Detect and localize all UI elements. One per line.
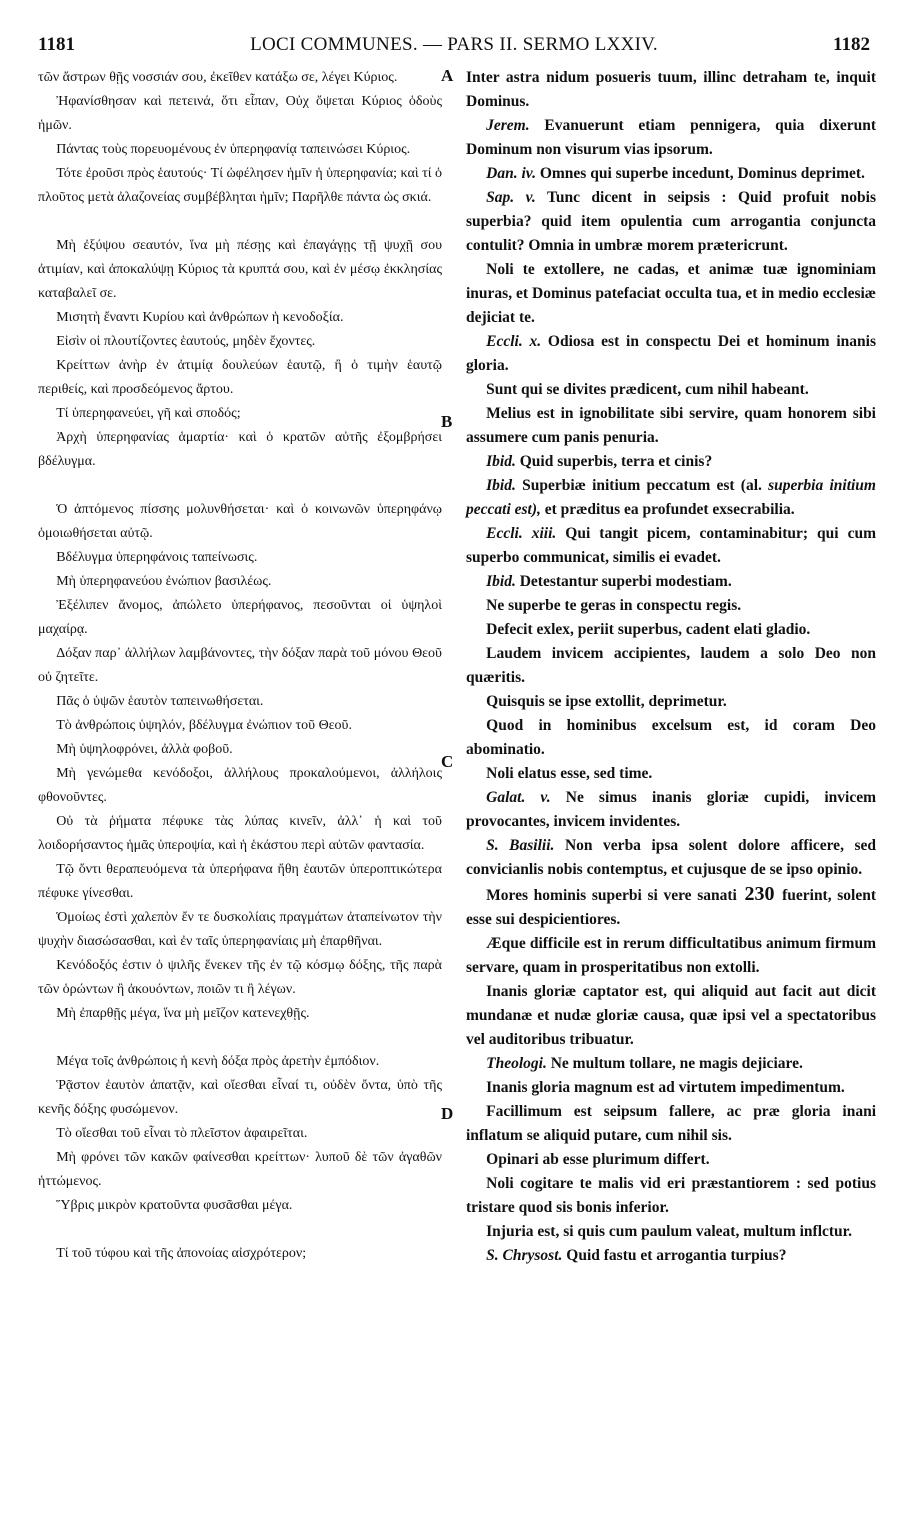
- latin-paragraph: Opinari ab esse plurimum differt.: [486, 1151, 710, 1168]
- greek-paragraph: Μὴ γενώμεθα κενόδοξοι, ἀλλήλους προκαλούμενοι, ἀλλήλοις φθονοῦντες.: [38, 766, 442, 805]
- latin-paragraph: Dan. iv. Omnes qui superbe incedunt, Dominus deprimet.: [486, 165, 865, 182]
- greek-paragraph: Δόξαν παρ᾽ ἀλλήλων λαμβάνοντες, τὴν δόξαν παρὰ τοῦ μόνου Θεοῦ οὐ ζητεῖτε.: [38, 646, 442, 685]
- greek-paragraph: Μὴ ὑψηλοφρόνει, ἀλλὰ φοβοῦ.: [56, 742, 233, 757]
- greek-paragraph: Πάντας τοὺς πορευομένους ἐν ὑπερηφανίᾳ ταπεινώσει Κύριος.: [56, 142, 411, 157]
- latin-paragraph: Ibid. Quid superbis, terra et cinis?: [486, 453, 713, 470]
- latin-paragraph: Inanis gloriæ captator est, qui aliquid aut facit aut dicit mundanæ et nudæ gloriæ causa, quæ ipsi vel a spectatoribus vel auditoribus tribuatur.: [466, 983, 876, 1048]
- latin-paragraph: Ne superbe te geras in conspectu regis.: [486, 597, 742, 614]
- greek-paragraph: Ὁ ἁπτόμενος πίσσης μολυνθήσεται· καὶ ὁ κοινωνῶν ὑπερηφάνῳ ὁμοιωθήσεται αὐτῷ.: [38, 502, 442, 541]
- source-citation: Galat. v.: [486, 789, 551, 806]
- greek-paragraph: Βδέλυγμα ὑπερηφάνοις ταπείνωσις.: [56, 550, 258, 565]
- latin-paragraph: Noli cogitare te malis vid eri præstantiorem : sed potius tristare quod sis bonis inferior.: [466, 1175, 876, 1216]
- greek-paragraph: Μέγα τοῖς ἀνθρώποις ἡ κενὴ δόξα πρὸς ἀρετὴν ἐμπόδιον.: [56, 1054, 380, 1069]
- greek-paragraph: Μὴ ὑπερηφανεύου ἐνώπιον βασιλέως.: [56, 574, 272, 589]
- source-citation: S. Basilii.: [486, 837, 555, 854]
- greek-paragraph: Ὁμοίως ἐστὶ χαλεπὸν ἔν τε δυσκολίαις πραγμάτων ἀταπείνωτον τὴν ψυχὴν διασώσασθαι, καὶ ἐν ταῖς ὑπερηφανίαις μὴ ἐπαρθῆναι.: [38, 910, 442, 949]
- latin-paragraph: Quod in hominibus excelsum est, id coram Deo abominatio.: [466, 717, 876, 758]
- source-citation: Ibid.: [486, 453, 516, 470]
- source-citation: Sap. v.: [486, 189, 536, 206]
- source-citation: Eccli. x.: [486, 333, 542, 350]
- latin-paragraph: Sunt qui se divites prædicent, cum nihil habeant.: [486, 381, 809, 398]
- page-number-left: 1181: [38, 34, 75, 55]
- greek-paragraph: Τότε ἐροῦσι πρὸς ἑαυτούς· Τί ὠφέλησεν ἡμῖν ἡ ὑπερηφανία; καὶ τί ὁ πλοῦτος μετὰ ἀλαζονείας συμβέβληται ἡμῖν; Παρῆλθε πάντα ὡς σκιά.: [38, 166, 442, 205]
- greek-paragraph: Μὴ φρόνει τῶν κακῶν φαίνεσθαι κρείττων· λυποῦ δὲ τῶν ἀγαθῶν ἡττώμενος.: [38, 1150, 442, 1189]
- latin-paragraph: Facillimum est seipsum fallere, ac præ gloria inani inflatum se aliquid putare, cum nihil sis.: [466, 1103, 876, 1144]
- latin-paragraph: Galat. v. Ne simus inanis gloriæ cupidi, invicem provocantes, invicem invidentes.: [466, 789, 876, 830]
- latin-paragraph: Melius est in ignobilitate sibi servire, quam honorem sibi assumere cum panis penuria.: [466, 405, 876, 446]
- latin-paragraph: Inanis gloria magnum est ad virtutem impedimentum.: [486, 1079, 845, 1096]
- greek-paragraph: Μισητὴ ἔναντι Κυρίου καὶ ἀνθρώπων ἡ κενοδοξία.: [56, 310, 344, 325]
- greek-paragraph: Τὸ οἴεσθαι τοῦ εἶναι τὸ πλεῖστον ἀφαιρεῖται.: [56, 1126, 308, 1141]
- margin-letter-b: B: [441, 412, 453, 431]
- latin-paragraph: Ibid. Superbiæ initium peccatum est (al. superbia initium peccati est), et præditus ea profundet exsecrabilia.: [466, 477, 876, 518]
- latin-paragraph: Eccli. x. Odiosa est in conspectu Dei et hominum inanis gloria.: [466, 333, 876, 374]
- margin-letter-c: C: [441, 752, 454, 771]
- latin-paragraph: Injuria est, si quis cum paulum valeat, multum inflctur.: [486, 1223, 853, 1240]
- margin-letter-d: D: [441, 1104, 454, 1123]
- greek-paragraph: Τί ὑπερηφανεύει, γῆ καὶ σποδός;: [56, 406, 241, 421]
- greek-paragraph: τῶν ἄστρων θῇς νοσσιάν σου, ἐκεῖθεν κατάξω σε, λέγει Κύριος.: [38, 70, 398, 85]
- latin-paragraph: Ibid. Detestantur superbi modestiam.: [486, 573, 732, 590]
- latin-paragraph: S. Basilii. Non verba ipsa solent dolore afficere, sed convicianlis nobis contemptus, et cujusque de se ipso opinio.: [466, 837, 877, 878]
- source-citation: Dan. iv.: [486, 165, 536, 182]
- greek-paragraph: Ῥᾷστον ἑαυτὸν ἀπατᾷν, καὶ οἴεσθαι εἶναί τι, οὐδὲν ὄντα, ὑπὸ τῆς κενῆς δόξης φυσώμενον.: [38, 1078, 442, 1117]
- source-citation: Ibid.: [486, 477, 516, 494]
- source-citation: S. Chrysost.: [486, 1247, 563, 1264]
- greek-paragraph: Μὴ ἐξύψου σεαυτόν, ἵνα μὴ πέσῃς καὶ ἐπαγάγῃς τῇ ψυχῇ σου ἀτιμίαν, καὶ ἀποκαλύψῃ Κύριος τὰ κρυπτά σου, καὶ ἐν μέσῳ ἐκκλησίας καταβαλεῖ σε.: [38, 238, 442, 301]
- latin-paragraph: Laudem invicem accipientes, laudem a solo Deo non quæritis.: [466, 645, 876, 686]
- greek-paragraph: Τῷ ὄντι θεραπευόμενα τὰ ὑπερήφανα ἤθη ἑαυτῶν ὑπεροπτικώτερα πέφυκε γίνεσθαι.: [38, 862, 442, 901]
- margin-letter-a: A: [441, 66, 454, 85]
- source-citation: Eccli. xiii.: [486, 525, 557, 542]
- latin-paragraph: Inter astra nidum posueris tuum, illinc detraham te, inquit Dominus.: [466, 69, 876, 110]
- greek-paragraph: Εἰσὶν οἱ πλουτίζοντες ἑαυτούς, μηδὲν ἔχοντες.: [56, 334, 316, 349]
- greek-paragraph: Κενόδοξός ἐστιν ὁ ψιλῆς ἕνεκεν τῆς ἐν τῷ κόσμῳ δόξης, τῆς παρὰ τῶν ὁρώντων ἢ ἀκουόντων, ποιῶν τι ἢ λέγων.: [38, 958, 442, 997]
- latin-paragraph: Mores hominis superbi si vere sanati 230 fuerint, solent esse sui despicientiores.: [466, 883, 876, 928]
- greek-paragraph: Κρείττων ἀνὴρ ἐν ἀτιμίᾳ δουλεύων ἑαυτῷ, ἢ ὁ τιμὴν ἑαυτῷ περιθείς, καὶ προσδεόμενος ἄρτου.: [38, 358, 442, 397]
- greek-paragraph: Τί τοῦ τύφου καὶ τῆς ἀπονοίας αἰσχρότερον;: [56, 1246, 307, 1261]
- greek-paragraph: Πᾶς ὁ ὑψῶν ἑαυτὸν ταπεινωθήσεται.: [56, 694, 264, 709]
- column-number: 230: [744, 883, 775, 905]
- latin-paragraph: S. Chrysost. Quid fastu et arrogantia turpius?: [486, 1247, 787, 1264]
- latin-paragraph: Jerem. Evanuerunt etiam pennigera, quia dixerunt Dominum non visurum vias ipsorum.: [466, 117, 876, 158]
- latin-paragraph: Sap. v. Tunc dicent in seipsis : Quid profuit nobis superbia? quid item opulentia cum arrogantia conjuncta contulit? Omnia in umbræ morem prætericrunt.: [466, 189, 876, 254]
- greek-paragraph: Ἐξέλιπεν ἄνομος, ἀπώλετο ὑπερήφανος, πεσοῦνται οἱ ὑψηλοὶ μαχαίρᾳ.: [38, 598, 442, 637]
- greek-paragraph: Οὐ τὰ ῥήματα πέφυκε τὰς λύπας κινεῖν, ἀλλ᾽ ἡ καὶ τοῦ λοιδορήσαντος ἡμᾶς ὑπεροψία, καὶ ἡ ἑκάστου περὶ αὐτῶν φαντασία.: [38, 814, 442, 853]
- latin-paragraph: Æque difficile est in rerum difficultatibus animum firmum servare, quam in prosperitatibus non extolli.: [466, 935, 876, 976]
- source-citation: Theologi.: [486, 1055, 547, 1072]
- greek-column: [38, 66, 442, 1266]
- page-number-right: 1182: [833, 34, 870, 55]
- running-header: [38, 34, 870, 60]
- latin-paragraph: Defecit exlex, periit superbus, cadent elati gladio.: [486, 621, 811, 638]
- latin-paragraph: Eccli. xiii. Qui tangit picem, contaminabitur; qui cum superbo communicat, similis ei evadet.: [466, 525, 876, 566]
- latin-paragraph: Noli te extollere, ne cadas, et animæ tuæ ignominiam inuras, et Dominus patefaciat occulta tua, et in medio ecclesiæ dejiciat te.: [466, 261, 876, 326]
- greek-paragraph: Ἀρχὴ ὑπερηφανίας ἁμαρτία· καὶ ὁ κρατῶν αὐτῆς ἐξομβρήσει βδέλυγμα.: [38, 430, 442, 469]
- source-citation: Ibid.: [486, 573, 516, 590]
- running-title: LOCI COMMUNES. — PARS II. SERMO LXXIV.: [250, 34, 658, 55]
- latin-paragraph: Noli elatus esse, sed time.: [486, 765, 653, 782]
- latin-column: [466, 66, 876, 1268]
- greek-paragraph: Τὸ ἀνθρώποις ὑψηλόν, βδέλυγμα ἐνώπιον τοῦ Θεοῦ.: [56, 718, 352, 733]
- greek-paragraph: Ἠφανίσθησαν καὶ πετεινά, ὅτι εἶπαν, Οὐχ ὄψεται Κύριος ὁδοὺς ἡμῶν.: [38, 94, 442, 133]
- greek-paragraph: Μὴ ἐπαρθῇς μέγα, ἵνα μὴ μεῖζον κατενεχθῇς.: [56, 1006, 310, 1021]
- latin-paragraph: Quisquis se ipse extollit, deprimetur.: [486, 693, 727, 710]
- greek-paragraph: Ὕβρις μικρὸν κρατοῦντα φυσᾶσθαι μέγα.: [56, 1198, 293, 1213]
- source-citation: Jerem.: [486, 117, 530, 134]
- latin-paragraph: Theologi. Ne multum tollare, ne magis dejiciare.: [486, 1055, 803, 1072]
